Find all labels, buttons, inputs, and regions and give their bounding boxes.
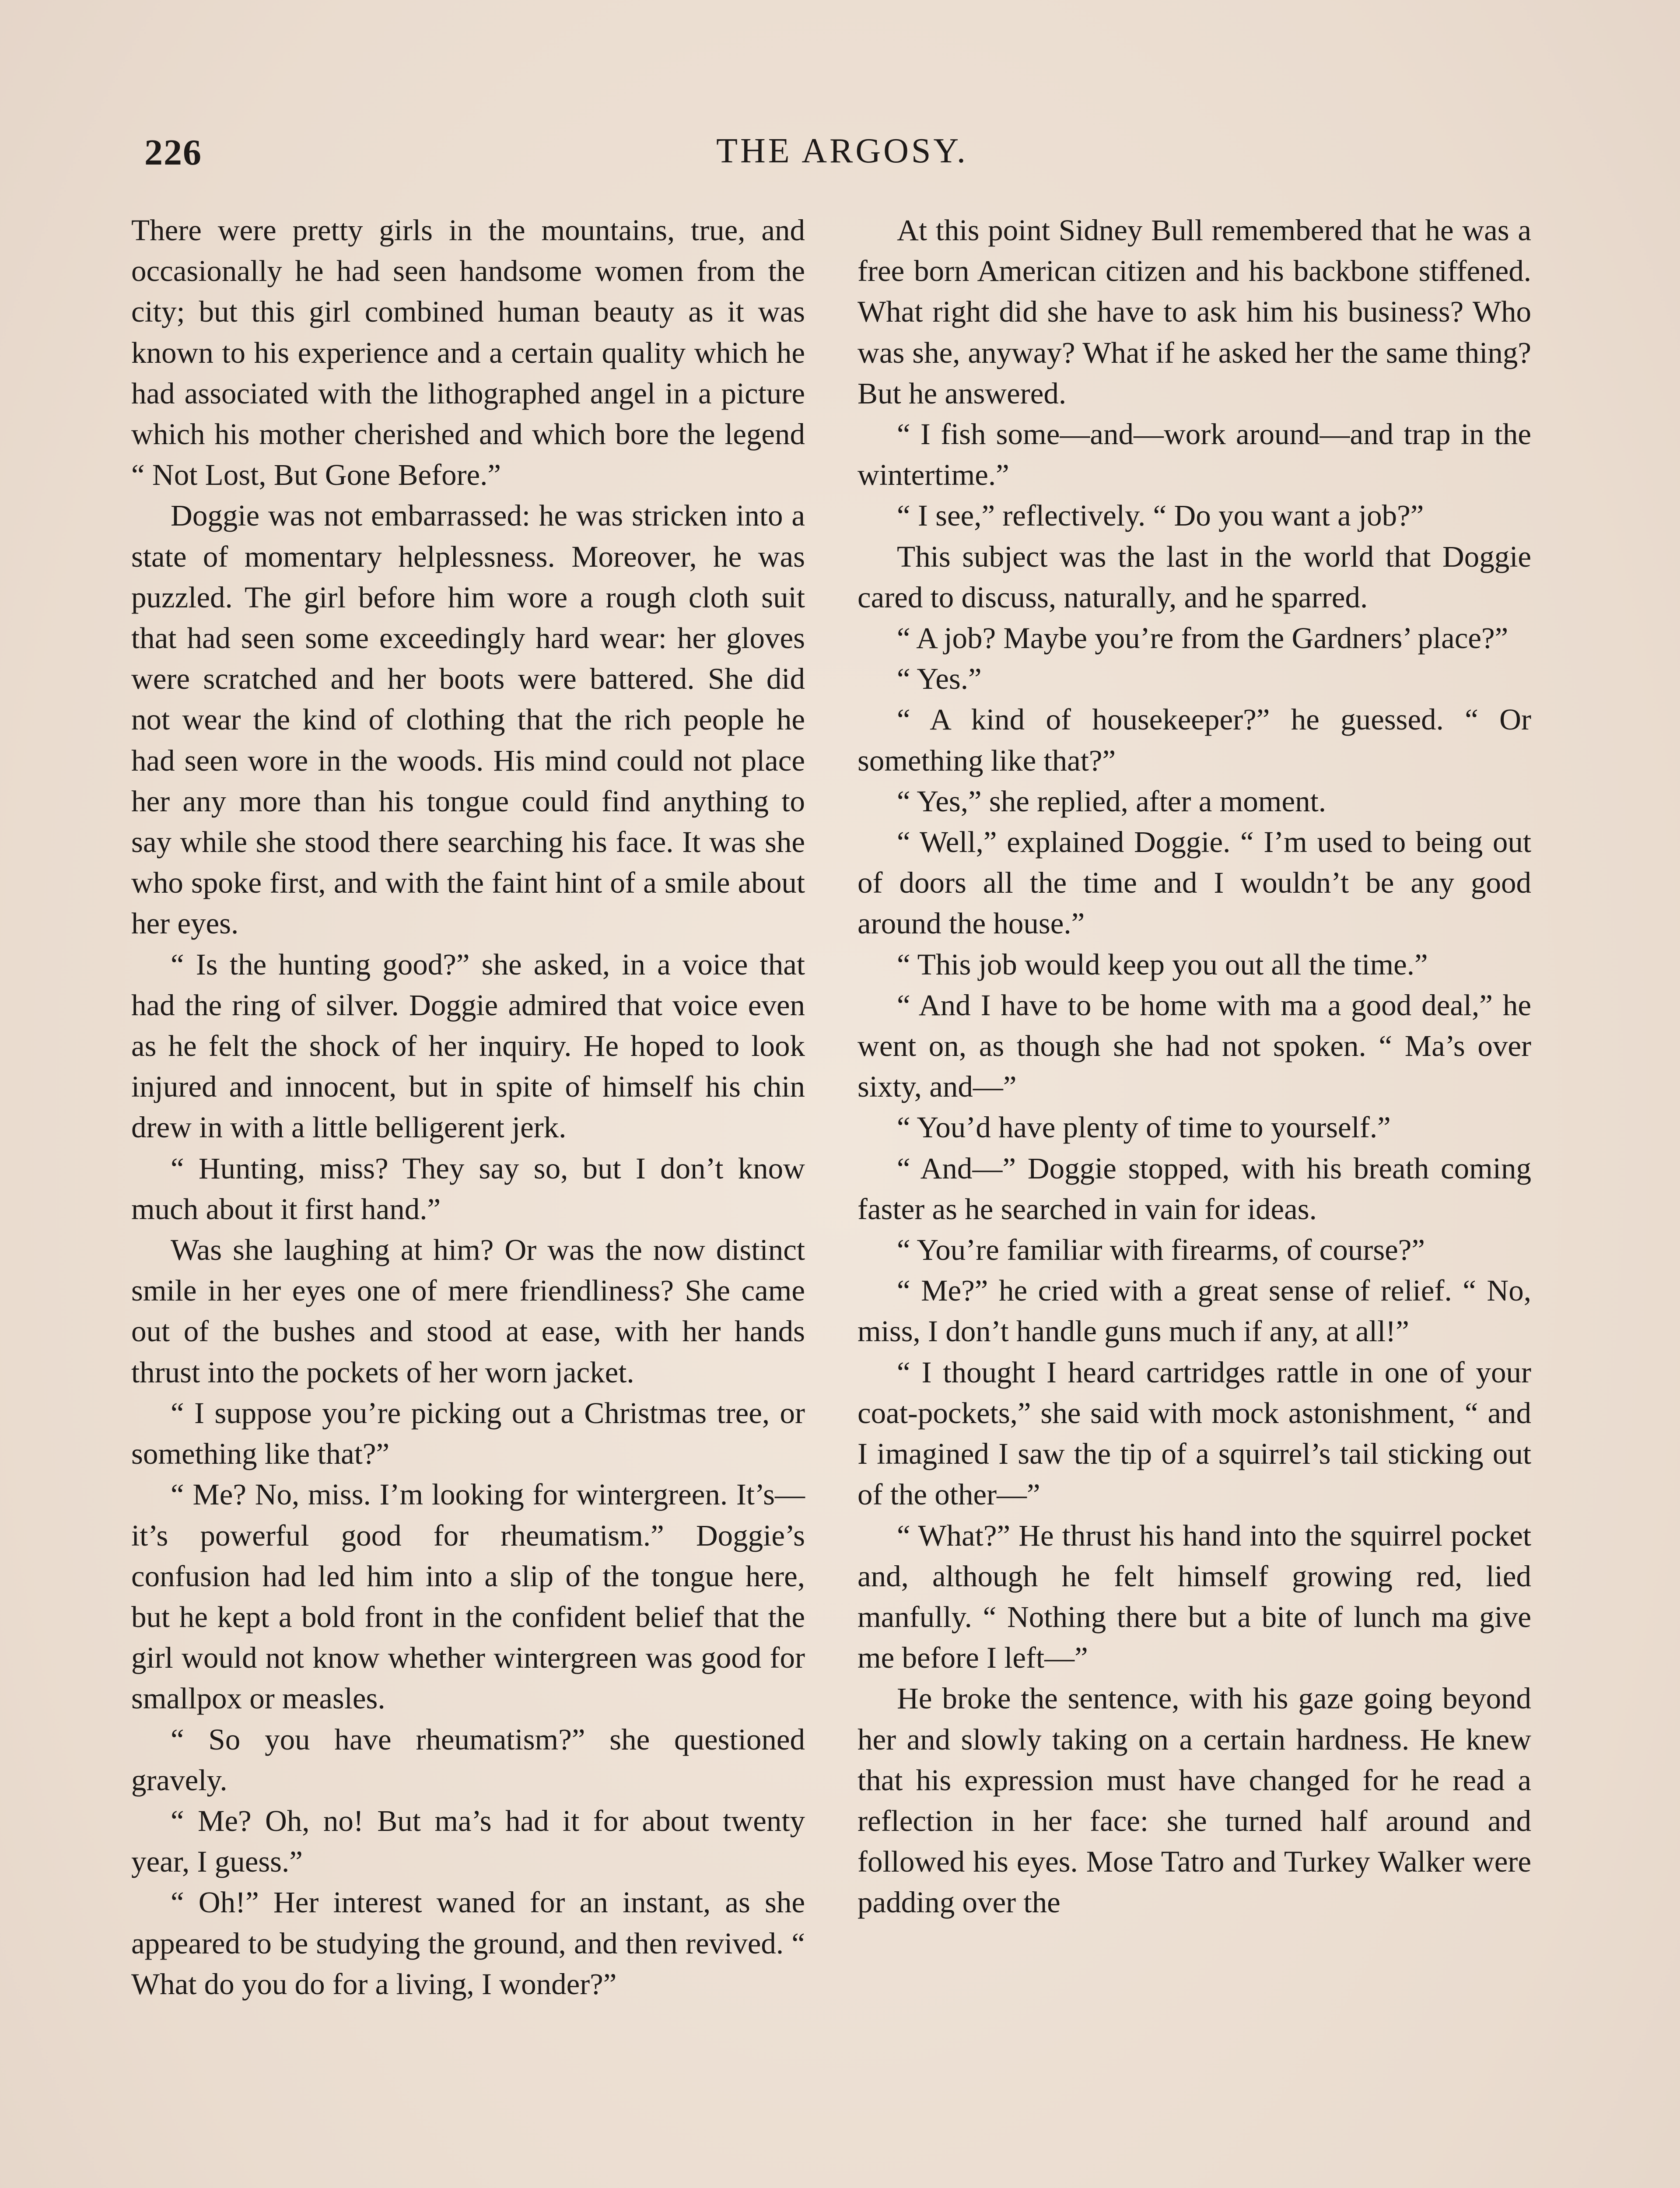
paragraph: There were pretty girls in the mountains, true, and occasionally he had seen handsome women from the city; but this girl combined human beauty as it was known to his experience and a certain quality which he had associated with the lithographed angel in a picture which his mother cherished and which bore the legend “ Not Lost, But Gone Before.” bbox=[131, 214, 805, 492]
paragraph: “ I suppose you’re picking out a Christmas tree, or something like that?” bbox=[131, 1396, 805, 1471]
paragraph: “ Yes,” she replied, after a moment. bbox=[897, 784, 1326, 818]
paragraph: This subject was the last in the world that Doggie cared to discuss, naturally, and he sparred. bbox=[858, 540, 1531, 614]
paragraph: “ Hunting, miss? They say so, but I don’t know much about it first hand.” bbox=[131, 1151, 805, 1226]
running-head: THE ARGOSY. bbox=[716, 132, 968, 170]
paragraph: At this point Sidney Bull remembered that he was a free born American citizen and his backbone stiffened. What right did she have to ask him his business? Who was she, anyway? What if he asked her the same thing? But he answered. bbox=[858, 214, 1531, 410]
paragraph: “ You’re familiar with firearms, of course?” bbox=[897, 1233, 1425, 1267]
paragraph: “ Oh!” Her interest waned for an instant, as she appeared to be studying the ground, and then revived. “ What do you do for a living, I wonder?” bbox=[131, 1886, 805, 2001]
page-header bbox=[144, 131, 1540, 179]
paragraph: Was she laughing at him? Or was the now distinct smile in her eyes one of mere friendliness? She came out of the bushes and stood at ease, with her hands thrust into the pockets of her worn jacket. bbox=[131, 1233, 805, 1389]
paragraph: He broke the sentence, with his gaze going beyond her and slowly taking on a certain hardness. He knew that his expression must have changed for he read a reflection in her face: she turned half around and followed his eyes. Mose Tatro and Turkey Walker were padding over the bbox=[858, 1682, 1531, 1919]
paragraph: “ I thought I heard cartridges rattle in one of your coat-pockets,” she said with mock astonishment, “ and I imagined I saw the tip of a squirrel’s tail sticking out of the other—” bbox=[858, 1355, 1531, 1511]
right-text-column bbox=[858, 210, 1531, 1923]
paragraph: Doggie was not embarrassed: he was stricken into a state of momentary helplessness. Moreover, he was puzzled. The girl before him wore a rough cloth suit that had seen some exceedingly hard wear: her gloves were scratched and her boots were battered. She did not wear the kind of clothing that the rich people he had seen wore in the woods. His mind could not place her any more than his tongue could find anything to say while she stood there searching his face. It was she who spoke first, and with the faint hint of a smile about her eyes. bbox=[131, 499, 805, 940]
paragraph: “ I see,” reflectively. “ Do you want a job?” bbox=[897, 499, 1424, 533]
paragraph: “ Me? Oh, no! But ma’s had it for about twenty year, I guess.” bbox=[131, 1804, 805, 1879]
paragraph: “ And—” Doggie stopped, with his breath coming faster as he searched in vain for ideas. bbox=[858, 1151, 1531, 1226]
paragraph: “ This job would keep you out all the time.” bbox=[897, 947, 1428, 981]
paragraph: “ Yes.” bbox=[897, 662, 982, 696]
paragraph: “ Me?” he cried with a great sense of relief. “ No, miss, I don’t handle guns much if any, at all!” bbox=[858, 1274, 1531, 1348]
paragraph: “ And I have to be home with ma a good deal,” he went on, as though she had not spoken. “ Ma’s over sixty, and—” bbox=[858, 988, 1531, 1104]
page-number: 226 bbox=[144, 132, 202, 173]
paragraph: “ What?” He thrust his hand into the squirrel pocket and, although he felt himself growing red, lied manfully. “ Nothing there but a bite of lunch ma give me before I left—” bbox=[858, 1518, 1531, 1675]
paragraph: “ I fish some—and—work around—and trap in the wintertime.” bbox=[858, 417, 1531, 492]
left-text-column bbox=[131, 210, 805, 2005]
paragraph: “ You’d have plenty of time to yourself.” bbox=[897, 1111, 1391, 1144]
paragraph: “ Is the hunting good?” she asked, in a voice that had the ring of silver. Doggie admired that voice even as he felt the shock of her inquiry. He hoped to look injured and innocent, but in spite of himself his chin drew in with a little belligerent jerk. bbox=[131, 947, 805, 1144]
paragraph: “ Well,” explained Doggie. “ I’m used to being out of doors all the time and I wouldn’t be any good around the house.” bbox=[858, 825, 1531, 940]
paragraph: “ So you have rheumatism?” she questioned gravely. bbox=[131, 1722, 805, 1797]
paragraph: “ A job? Maybe you’re from the Gardners’ place?” bbox=[897, 621, 1508, 655]
paragraph: “ A kind of housekeeper?” he guessed. “ Or something like that?” bbox=[858, 703, 1531, 777]
paragraph: “ Me? No, miss. I’m looking for wintergreen. It’s—it’s powerful good for rheumatism.” Doggie’s confusion had led him into a slip of the tongue here, but he kept a bold front in the confident belief that the girl would not know whether wintergreen was good for smallpox or measles. bbox=[131, 1478, 805, 1715]
